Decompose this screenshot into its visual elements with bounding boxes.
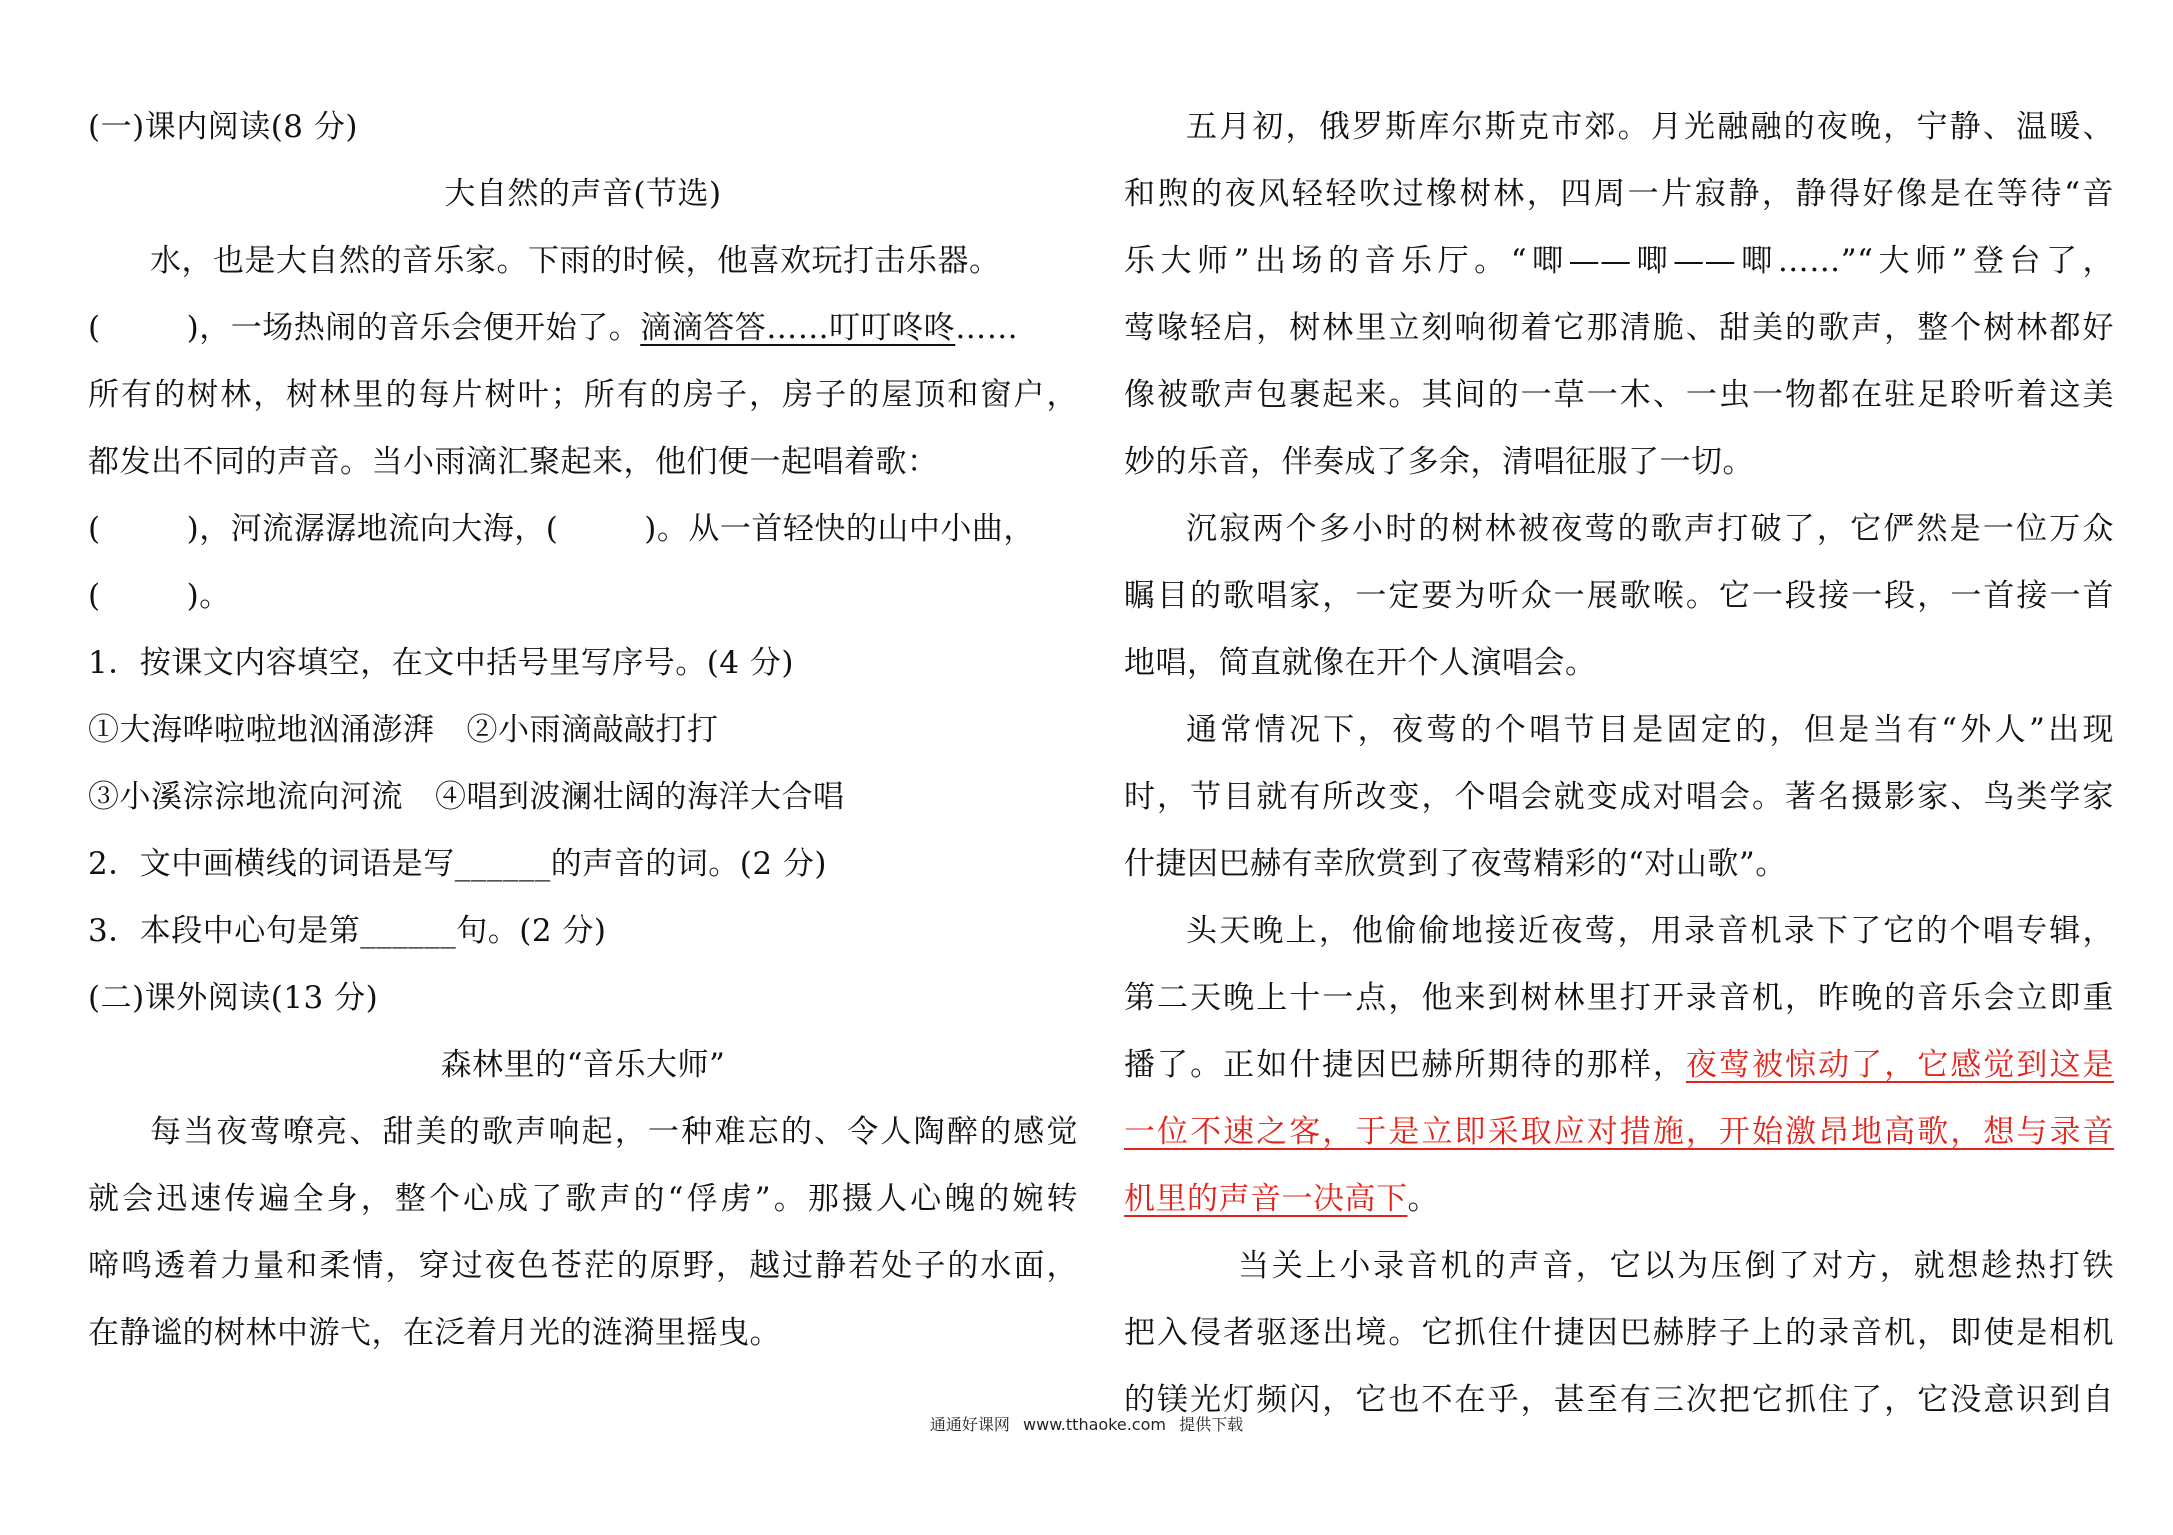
bracket-open: ( (88, 578, 101, 614)
passage1-line (88, 496, 1078, 563)
option-4: ④唱到波澜壮阔的海洋大合唱 (435, 779, 845, 815)
question-2: 2．文中画横线的词语是写______的声音的词。(2 分) (88, 846, 827, 882)
passage2-line (1124, 1032, 2114, 1099)
question-3: 3．本段中心句是第______句。(2 分) (88, 913, 607, 949)
passage2-line: 啼鸣透着力量和柔情，穿过夜色苍茫的原野，越过静若处子的水面， (88, 1248, 1078, 1284)
red-underlined-sentence: 机里的声音一决高下 (1124, 1181, 1408, 1217)
passage1-text: …… (955, 310, 1019, 346)
bracket-open: ( (88, 310, 101, 346)
passage1-text: )，一场热闹的音乐会便开始了。 (186, 310, 641, 346)
passage2-line: 瞩目的歌唱家，一定要为听众一展歌喉。它一段接一段，一首接一首 (1124, 578, 2114, 614)
footer-site-name: 通通好课网 (929, 1415, 1010, 1434)
passage2-line: 时，节目就有所改变，个唱会就变成对唱会。著名摄影家、鸟类学家 (1124, 779, 2114, 815)
question-1: 1．按课文内容填空，在文中括号里写序号。(4 分) (88, 645, 794, 681)
passage2-text: 。 (1407, 1181, 1439, 1217)
red-underlined-sentence: 一位不速之客，于是立即采取应对措施，开始激昂地高歌，想与录音 (1124, 1114, 2114, 1150)
right-column (1124, 94, 2114, 1434)
passage2-line: 沉寂两个多小时的树林被夜莺的歌声打破了，它俨然是一位万众 (1186, 511, 2114, 547)
passage2-line: 在静谧的树林中游弋，在泛着月光的涟漪里摇曳。 (88, 1315, 781, 1351)
passage2-line: 把入侵者驱逐出境。它抓住什捷因巴赫脖子上的录音机，即使是相机 (1124, 1315, 2114, 1351)
passage2-line: 第二天晚上十一点，他来到树林里打开录音机，昨晚的音乐会立即重 (1124, 980, 2114, 1016)
passage2-line: 五月初，俄罗斯库尔斯克市郊。月光融融的夜晚，宁静、温暖、 (1186, 109, 2114, 145)
passage1-line: 水，也是大自然的音乐家。下雨的时候，他喜欢玩打击乐器。 (150, 243, 1001, 279)
passage2-line: 通常情况下，夜莺的个唱节目是固定的，但是当有“外人”出现 (1186, 712, 2114, 748)
page-footer (0, 1412, 2173, 1435)
passage1-text: )。 (186, 578, 231, 614)
passage2-text: 播了。正如什捷因巴赫所期待的那样， (1124, 1047, 1686, 1083)
question-1-options-row1 (88, 697, 1078, 764)
section-title-in-class-reading: (一)课内阅读(8 分) (88, 109, 358, 145)
passage1-line (88, 563, 1078, 630)
passage-title-forest-music-master: 森林里的“音乐大师” (440, 1047, 726, 1083)
option-3: ③小溪淙淙地流向河流 (88, 779, 403, 815)
footer-provide-text: 提供下载 (1179, 1415, 1244, 1434)
option-1: ①大海哗啦啦地汹涌澎湃 (88, 712, 435, 748)
passage2-line: 当关上小录音机的声音，它以为压倒了对方，就想趁热打铁 (1238, 1248, 2114, 1284)
question-1-options-row2 (88, 764, 1078, 831)
passage2-line (1124, 1166, 2114, 1233)
passage2-line: 什捷因巴赫有幸欣赏到了夜莺精彩的“对山歌”。 (1124, 846, 1787, 882)
passage2-line: 莺喙轻启，树林里立刻响彻着它那清脆、甜美的歌声，整个树林都好 (1124, 310, 2114, 346)
passage2-line: 头天晚上，他偷偷地接近夜莺，用录音机录下了它的个唱专辑， (1186, 913, 2114, 949)
left-column (88, 94, 1078, 1367)
passage2-line: 和煦的夜风轻轻吹过橡树林，四周一片寂静，静得好像是在等待“音 (1124, 176, 2114, 212)
passage2-line: 像被歌声包裹起来。其间的一草一木、一虫一物都在驻足聆听着这美 (1124, 377, 2114, 413)
bracket-open: ( (88, 511, 101, 547)
passage1-line: 都发出不同的声音。当小雨滴汇聚起来，他们便一起唱着歌： (88, 444, 939, 480)
passage1-text: )。从一首轻快的山中小曲， (644, 511, 1035, 547)
passage1-text: )，河流潺潺地流向大海，( (186, 511, 559, 547)
passage2-line (1124, 1099, 2114, 1166)
option-2: ②小雨滴敲敲打打 (466, 712, 719, 748)
passage2-line: 的镁光灯频闪，它也不在乎，甚至有三次把它抓住了，它没意识到自 (1124, 1382, 2114, 1418)
passage2-line: 地唱，简直就像在开个人演唱会。 (1124, 645, 1597, 681)
footer-site-url[interactable]: www.tthaoke.com (1023, 1415, 1166, 1434)
passage1-line (88, 295, 1078, 362)
passage2-line: 乐大师”出场的音乐厅。“唧——唧——唧……”“大师”登台了， (1124, 243, 2114, 279)
section-title-extracurricular-reading: (二)课外阅读(13 分) (88, 980, 379, 1016)
passage2-line: 妙的乐音，伴奏成了多余，清唱征服了一切。 (1124, 444, 1754, 480)
passage-title-nature-sounds: 大自然的声音(节选) (444, 176, 722, 212)
red-underlined-sentence: 夜莺被惊动了，它感觉到这是 (1685, 1047, 2114, 1083)
passage2-line: 每当夜莺嘹亮、甜美的歌声响起，一种难忘的、令人陶醉的感觉 (150, 1114, 1078, 1150)
passage1-line: 所有的树林，树林里的每片树叶；所有的房子，房子的屋顶和窗户， (88, 377, 1078, 413)
passage2-line: 就会迅速传遍全身，整个心成了歌声的“俘虏”。那摄人心魄的婉转 (88, 1181, 1078, 1217)
underlined-words: 滴滴答答……叮叮咚咚 (640, 310, 956, 346)
